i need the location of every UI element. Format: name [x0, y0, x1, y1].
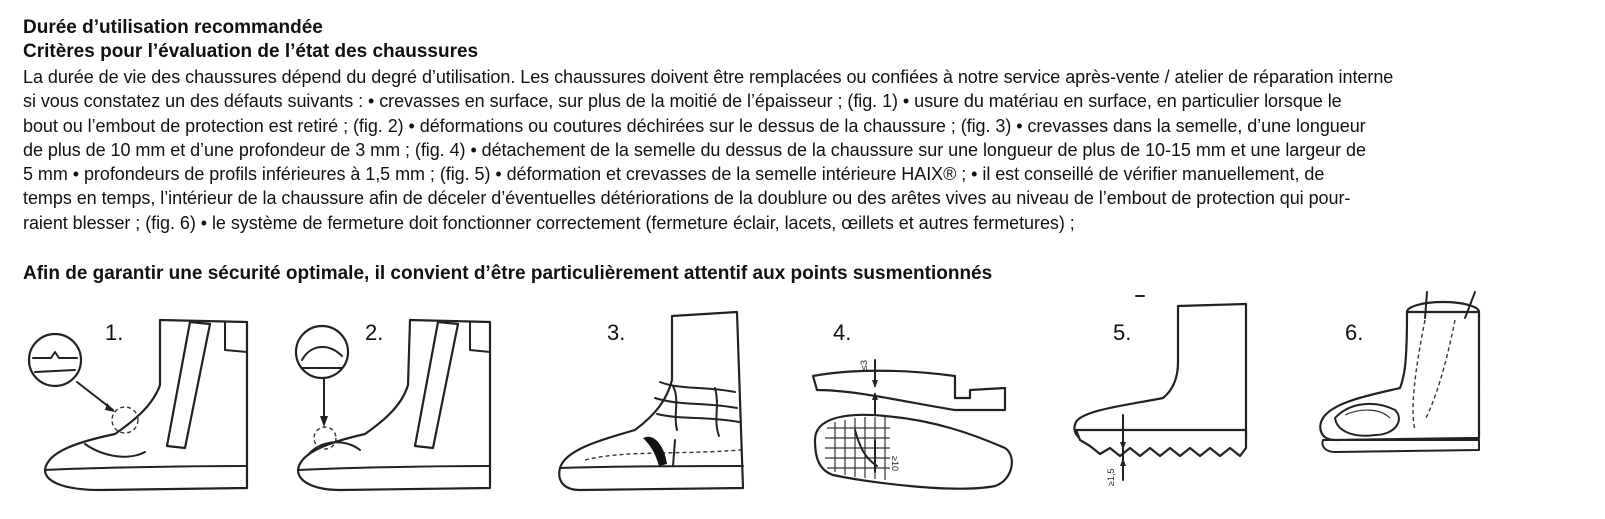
body-line: bout ou l’embout de protection est retiré ; (fig. 2) • déformations ou coutures déchirées sur le dessus de la chaussure ; (fig. 3) • crevasses dans la semelle, d’une longueur — [23, 115, 1366, 136]
boot-surface-crack-icon — [25, 290, 265, 512]
heading-recommended-usage: Durée d’utilisation recommandée — [23, 17, 323, 38]
body-line: raient blesser ; (fig. 6) • le système de fermeture doit fonctionner correctement (fermeture éclair, lacets, œillets et autres fermetures) ; — [23, 212, 1075, 233]
heading-evaluation-criteria: Critères pour l’évaluation de l’état des chaussures — [23, 41, 479, 62]
figure-5 — [1068, 290, 1268, 512]
figure-3 — [555, 290, 795, 512]
figure-number: 2. — [365, 320, 384, 345]
dimension-label: ≥1,5 — [1106, 468, 1116, 486]
body-line: de plus de 10 mm et d’une profondeur de 3 mm ; (fig. 4) • détachement de la semelle du dessus de la chaussure sur une longueur de plus de 10-15 mm et une largeur de — [23, 139, 1366, 160]
body-line: si vous constatez un des défauts suivants : • crevasses en surface, sur plus de la moitié de l’épaisseur ; (fig. 1) • usure du matériau en surface, en particulier lorsque le — [23, 91, 1342, 112]
figure-number: 3. — [607, 320, 626, 345]
body-line: La durée de vie des chaussures dépend du degré d’utilisation. Les chaussures doivent être remplacées ou confiées à notre service après-vente / atelier de réparation interne — [23, 67, 1394, 87]
figure-6 — [1315, 290, 1495, 512]
boot-toe-wear-icon — [290, 290, 530, 512]
figure-4 — [805, 290, 1015, 512]
figure-number: 4. — [833, 320, 852, 345]
dimension-label: ≤3 — [859, 360, 869, 370]
boot-tread-depth-icon — [1068, 290, 1268, 512]
boot-interior-check-icon — [1315, 290, 1495, 512]
boot-deformed-upper-icon — [555, 290, 795, 512]
figure-number: 6. — [1345, 320, 1364, 345]
body-line: 5 mm • profondeurs de profils inférieures à 1,5 mm ; (fig. 5) • déformation et crevasses de la semelle intérieure HAIX® ; • il est conseillé de vérifier manuellement, de — [23, 164, 1325, 185]
body-paragraph — [23, 65, 1591, 235]
figure-number: 5. — [1113, 320, 1132, 345]
figure-number: 1. — [105, 320, 124, 345]
figure-1 — [25, 290, 265, 512]
figure-2 — [290, 290, 530, 512]
dimension-label: ≥10 — [890, 456, 900, 471]
body-line: temps en temps, l’intérieur de la chaussure afin de déceler d’éventuelles détériorations de la doublure ou des arêtes vives au niveau de l’embout de protection qui pour- — [23, 188, 1351, 209]
heading-safety-note: Afin de garantir une sécurité optimale, il convient d’être particulièrement attentif aux points susmentionnés — [23, 263, 993, 284]
